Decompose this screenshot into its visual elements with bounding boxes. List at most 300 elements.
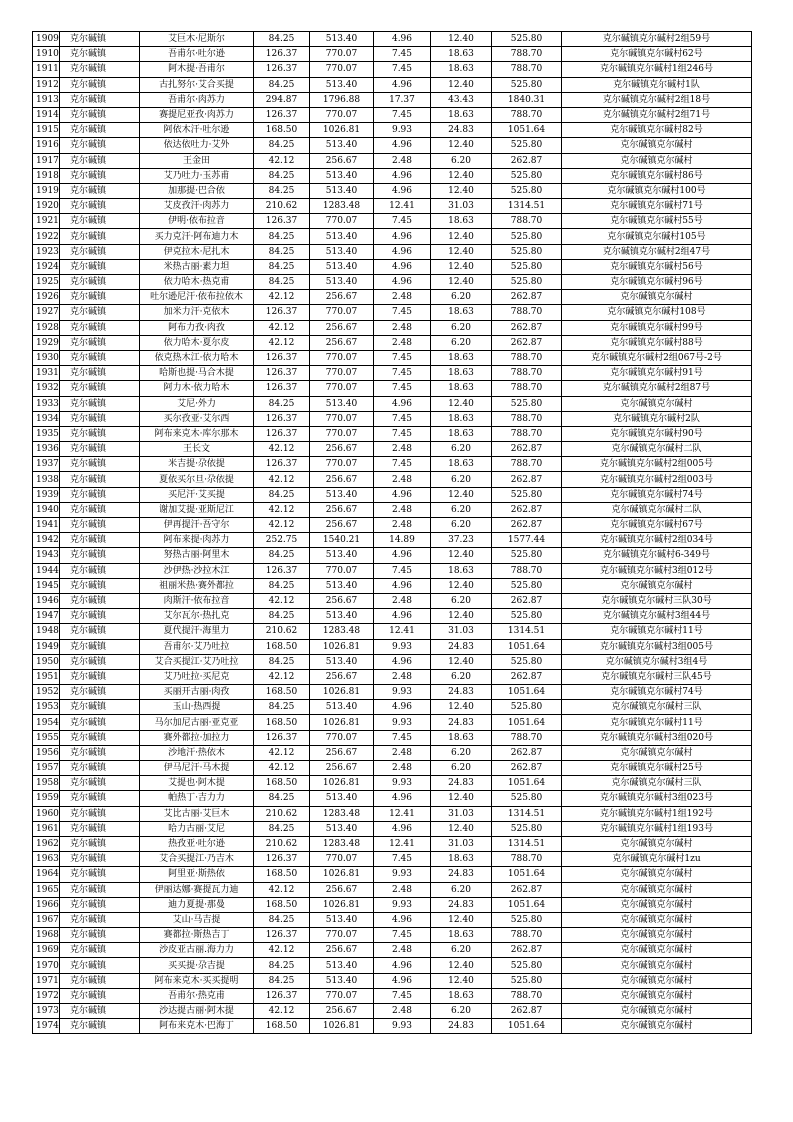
address-cell: 克尔碱镇克尔碱村1组192号 — [562, 806, 752, 821]
township-cell: 克尔碱镇 — [60, 138, 140, 153]
total-cell: 788.70 — [492, 457, 562, 472]
total-cell: 525.80 — [492, 183, 562, 198]
row-number: 1956 — [33, 745, 60, 760]
address-cell: 克尔碱镇克尔碱村 — [562, 290, 752, 305]
name-cell: 谢加艾提·亚斯尼江 — [140, 502, 254, 517]
table-row — [33, 366, 752, 381]
name-cell: 吾甫尔·艾乃吐拉 — [140, 639, 254, 654]
total-cell: 525.80 — [492, 138, 562, 153]
area-cell: 84.25 — [254, 487, 310, 502]
area-cell: 42.12 — [254, 335, 310, 350]
fee-a-cell: 9.93 — [374, 776, 431, 791]
fee-a-cell: 4.96 — [374, 958, 431, 973]
fee-b-cell: 12.40 — [431, 487, 492, 502]
address-cell: 克尔碱镇克尔碱村99号 — [562, 320, 752, 335]
table-row — [33, 153, 752, 168]
amount-cell: 513.40 — [310, 700, 374, 715]
fee-a-cell: 12.41 — [374, 836, 431, 851]
area-cell: 210.62 — [254, 199, 310, 214]
total-cell: 788.70 — [492, 350, 562, 365]
fee-b-cell: 6.20 — [431, 1004, 492, 1019]
amount-cell: 770.07 — [310, 411, 374, 426]
name-cell: 艾合买提江·乃吉木 — [140, 852, 254, 867]
area-cell: 42.12 — [254, 745, 310, 760]
row-number: 1967 — [33, 912, 60, 927]
amount-cell: 770.07 — [310, 350, 374, 365]
name-cell: 艾合买提江·艾乃吐拉 — [140, 654, 254, 669]
amount-cell: 513.40 — [310, 229, 374, 244]
row-number: 1936 — [33, 442, 60, 457]
address-cell: 克尔碱镇克尔碱村 — [562, 943, 752, 958]
address-cell: 克尔碱镇克尔碱村 — [562, 1019, 752, 1034]
row-number: 1968 — [33, 928, 60, 943]
township-cell: 克尔碱镇 — [60, 1019, 140, 1034]
name-cell: 买力克汗·阿布迪力木 — [140, 229, 254, 244]
fee-b-cell: 6.20 — [431, 593, 492, 608]
row-number: 1969 — [33, 943, 60, 958]
fee-a-cell: 4.96 — [374, 138, 431, 153]
table-row — [33, 715, 752, 730]
area-cell: 84.25 — [254, 958, 310, 973]
fee-a-cell: 2.48 — [374, 943, 431, 958]
area-cell: 84.25 — [254, 275, 310, 290]
table-row — [33, 244, 752, 259]
table-row — [33, 578, 752, 593]
fee-b-cell: 18.63 — [431, 457, 492, 472]
address-cell: 克尔碱镇克尔碱村96号 — [562, 275, 752, 290]
total-cell: 788.70 — [492, 411, 562, 426]
area-cell: 42.12 — [254, 518, 310, 533]
row-number: 1943 — [33, 548, 60, 563]
area-cell: 84.25 — [254, 609, 310, 624]
total-cell: 788.70 — [492, 47, 562, 62]
table-row — [33, 183, 752, 198]
name-cell: 吾甫尔·热克甫 — [140, 988, 254, 1003]
area-cell: 252.75 — [254, 533, 310, 548]
total-cell: 1051.64 — [492, 897, 562, 912]
amount-cell: 513.40 — [310, 973, 374, 988]
fee-b-cell: 24.83 — [431, 776, 492, 791]
township-cell: 克尔碱镇 — [60, 411, 140, 426]
table-row — [33, 745, 752, 760]
township-cell: 克尔碱镇 — [60, 305, 140, 320]
table-row — [33, 502, 752, 517]
table-row — [33, 442, 752, 457]
area-cell: 126.37 — [254, 988, 310, 1003]
township-cell: 克尔碱镇 — [60, 442, 140, 457]
fee-b-cell: 12.40 — [431, 578, 492, 593]
fee-b-cell: 6.20 — [431, 943, 492, 958]
name-cell: 艾提也·阿木提 — [140, 776, 254, 791]
amount-cell: 256.67 — [310, 943, 374, 958]
address-cell: 克尔碱镇克尔碱村90号 — [562, 426, 752, 441]
address-cell: 克尔碱镇克尔碱村 — [562, 153, 752, 168]
amount-cell: 256.67 — [310, 882, 374, 897]
table-row — [33, 958, 752, 973]
name-cell: 买丽开古丽·肉孜 — [140, 685, 254, 700]
total-cell: 525.80 — [492, 244, 562, 259]
row-number: 1966 — [33, 897, 60, 912]
fee-b-cell: 12.40 — [431, 973, 492, 988]
table-row — [33, 548, 752, 563]
row-number: 1972 — [33, 988, 60, 1003]
area-cell: 42.12 — [254, 669, 310, 684]
total-cell: 262.87 — [492, 593, 562, 608]
area-cell: 84.25 — [254, 791, 310, 806]
address-cell: 克尔碱镇克尔碱村三队 — [562, 700, 752, 715]
table-row — [33, 669, 752, 684]
row-number: 1921 — [33, 214, 60, 229]
name-cell: 阿里亚·斯热依 — [140, 867, 254, 882]
address-cell: 克尔碱镇克尔碱村82号 — [562, 123, 752, 138]
fee-a-cell: 2.48 — [374, 335, 431, 350]
fee-a-cell: 4.96 — [374, 700, 431, 715]
row-number: 1940 — [33, 502, 60, 517]
fee-b-cell: 6.20 — [431, 442, 492, 457]
row-number: 1958 — [33, 776, 60, 791]
address-cell: 克尔碱镇克尔碱村74号 — [562, 685, 752, 700]
name-cell: 艾比古丽·艾巨木 — [140, 806, 254, 821]
table-row — [33, 928, 752, 943]
address-cell: 克尔碱镇克尔碱村2组18号 — [562, 92, 752, 107]
fee-b-cell: 12.40 — [431, 958, 492, 973]
total-cell: 525.80 — [492, 396, 562, 411]
fee-b-cell: 6.20 — [431, 518, 492, 533]
fee-a-cell: 7.45 — [374, 563, 431, 578]
row-number: 1931 — [33, 366, 60, 381]
row-number: 1927 — [33, 305, 60, 320]
amount-cell: 770.07 — [310, 457, 374, 472]
address-cell: 克尔碱镇克尔碱村 — [562, 836, 752, 851]
table-row — [33, 1004, 752, 1019]
fee-b-cell: 12.40 — [431, 821, 492, 836]
area-cell: 210.62 — [254, 806, 310, 821]
name-cell: 沙地汗·热依木 — [140, 745, 254, 760]
township-cell: 克尔碱镇 — [60, 426, 140, 441]
data-table — [32, 31, 752, 1034]
fee-a-cell: 14.89 — [374, 533, 431, 548]
address-cell: 克尔碱镇克尔碱村3组005号 — [562, 639, 752, 654]
township-cell: 克尔碱镇 — [60, 275, 140, 290]
fee-a-cell: 9.93 — [374, 897, 431, 912]
row-number: 1957 — [33, 761, 60, 776]
township-cell: 克尔碱镇 — [60, 457, 140, 472]
name-cell: 依达依吐力·艾外 — [140, 138, 254, 153]
amount-cell: 1026.81 — [310, 639, 374, 654]
address-cell: 克尔碱镇克尔碱村1组246号 — [562, 62, 752, 77]
table-row — [33, 62, 752, 77]
address-cell: 克尔碱镇克尔碱村6-349号 — [562, 548, 752, 563]
amount-cell: 256.67 — [310, 745, 374, 760]
total-cell: 788.70 — [492, 366, 562, 381]
total-cell: 1051.64 — [492, 1019, 562, 1034]
area-cell: 42.12 — [254, 442, 310, 457]
fee-a-cell: 4.96 — [374, 912, 431, 927]
name-cell: 吾甫尔·吐尔逊 — [140, 47, 254, 62]
name-cell: 吐尔逊尼汗·依布拉依木 — [140, 290, 254, 305]
row-number: 1920 — [33, 199, 60, 214]
name-cell: 阿布来克木·买买提明 — [140, 973, 254, 988]
fee-b-cell: 18.63 — [431, 426, 492, 441]
township-cell: 克尔碱镇 — [60, 988, 140, 1003]
total-cell: 525.80 — [492, 958, 562, 973]
table-row — [33, 654, 752, 669]
total-cell: 262.87 — [492, 943, 562, 958]
table-row — [33, 821, 752, 836]
address-cell: 克尔碱镇克尔碱村62号 — [562, 47, 752, 62]
row-number: 1949 — [33, 639, 60, 654]
area-cell: 42.12 — [254, 761, 310, 776]
township-cell: 克尔碱镇 — [60, 654, 140, 669]
name-cell: 沙皮亚古丽.海力力 — [140, 943, 254, 958]
name-cell: 玉山·热西提 — [140, 700, 254, 715]
row-number: 1970 — [33, 958, 60, 973]
fee-a-cell: 7.45 — [374, 366, 431, 381]
amount-cell: 770.07 — [310, 988, 374, 1003]
area-cell: 84.25 — [254, 183, 310, 198]
total-cell: 262.87 — [492, 745, 562, 760]
total-cell: 262.87 — [492, 320, 562, 335]
fee-b-cell: 6.20 — [431, 882, 492, 897]
total-cell: 1051.64 — [492, 123, 562, 138]
table-row — [33, 700, 752, 715]
total-cell: 262.87 — [492, 669, 562, 684]
township-cell: 克尔碱镇 — [60, 47, 140, 62]
total-cell: 262.87 — [492, 472, 562, 487]
total-cell: 525.80 — [492, 32, 562, 47]
fee-b-cell: 31.03 — [431, 199, 492, 214]
amount-cell: 513.40 — [310, 654, 374, 669]
fee-a-cell: 7.45 — [374, 928, 431, 943]
table-body — [33, 32, 752, 1034]
row-number: 1961 — [33, 821, 60, 836]
fee-a-cell: 7.45 — [374, 107, 431, 122]
table-row — [33, 396, 752, 411]
township-cell: 克尔碱镇 — [60, 624, 140, 639]
address-cell: 克尔碱镇克尔碱村二队 — [562, 442, 752, 457]
area-cell: 126.37 — [254, 47, 310, 62]
table-row — [33, 776, 752, 791]
amount-cell: 1540.21 — [310, 533, 374, 548]
amount-cell: 256.67 — [310, 502, 374, 517]
amount-cell: 256.67 — [310, 335, 374, 350]
area-cell: 210.62 — [254, 836, 310, 851]
row-number: 1919 — [33, 183, 60, 198]
address-cell: 克尔碱镇克尔碱村71号 — [562, 199, 752, 214]
fee-b-cell: 12.40 — [431, 654, 492, 669]
fee-a-cell: 4.96 — [374, 654, 431, 669]
table-row — [33, 852, 752, 867]
fee-a-cell: 2.48 — [374, 593, 431, 608]
township-cell: 克尔碱镇 — [60, 791, 140, 806]
table-row — [33, 609, 752, 624]
amount-cell: 513.40 — [310, 259, 374, 274]
name-cell: 伊丽达娜·赛提瓦力迪 — [140, 882, 254, 897]
address-cell: 克尔碱镇克尔碱村74号 — [562, 487, 752, 502]
total-cell: 525.80 — [492, 229, 562, 244]
name-cell: 艾尔瓦尔·热扎克 — [140, 609, 254, 624]
fee-a-cell: 4.96 — [374, 548, 431, 563]
address-cell: 克尔碱镇克尔碱村 — [562, 928, 752, 943]
row-number: 1939 — [33, 487, 60, 502]
amount-cell: 513.40 — [310, 958, 374, 973]
township-cell: 克尔碱镇 — [60, 897, 140, 912]
area-cell: 168.50 — [254, 867, 310, 882]
total-cell: 525.80 — [492, 973, 562, 988]
address-cell: 克尔碱镇克尔碱村2组71号 — [562, 107, 752, 122]
fee-b-cell: 12.40 — [431, 609, 492, 624]
address-cell: 克尔碱镇克尔碱村2组034号 — [562, 533, 752, 548]
address-cell: 克尔碱镇克尔碱村88号 — [562, 335, 752, 350]
fee-b-cell: 6.20 — [431, 745, 492, 760]
area-cell: 84.25 — [254, 138, 310, 153]
area-cell: 126.37 — [254, 381, 310, 396]
address-cell: 克尔碱镇克尔碱村 — [562, 988, 752, 1003]
fee-a-cell: 2.48 — [374, 502, 431, 517]
fee-b-cell: 31.03 — [431, 624, 492, 639]
fee-a-cell: 4.96 — [374, 487, 431, 502]
fee-a-cell: 7.45 — [374, 350, 431, 365]
area-cell: 126.37 — [254, 928, 310, 943]
total-cell: 788.70 — [492, 730, 562, 745]
name-cell: 王长文 — [140, 442, 254, 457]
row-number: 1938 — [33, 472, 60, 487]
amount-cell: 1026.81 — [310, 776, 374, 791]
area-cell: 84.25 — [254, 32, 310, 47]
table-row — [33, 1019, 752, 1034]
township-cell: 克尔碱镇 — [60, 928, 140, 943]
township-cell: 克尔碱镇 — [60, 745, 140, 760]
fee-a-cell: 12.41 — [374, 624, 431, 639]
fee-b-cell: 24.83 — [431, 897, 492, 912]
township-cell: 克尔碱镇 — [60, 244, 140, 259]
area-cell: 168.50 — [254, 685, 310, 700]
name-cell: 买买提·尕吉提 — [140, 958, 254, 973]
table-row — [33, 335, 752, 350]
row-number: 1925 — [33, 275, 60, 290]
address-cell: 克尔碱镇克尔碱村91号 — [562, 366, 752, 381]
table-row — [33, 518, 752, 533]
address-cell: 克尔碱镇克尔碱村三队45号 — [562, 669, 752, 684]
fee-a-cell: 2.48 — [374, 1004, 431, 1019]
name-cell: 阿依木汗·吐尔逊 — [140, 123, 254, 138]
address-cell: 克尔碱镇克尔碱村 — [562, 912, 752, 927]
address-cell: 克尔碱镇克尔碱村55号 — [562, 214, 752, 229]
address-cell: 克尔碱镇克尔碱村1组193号 — [562, 821, 752, 836]
fee-a-cell: 4.96 — [374, 275, 431, 290]
total-cell: 525.80 — [492, 609, 562, 624]
amount-cell: 513.40 — [310, 138, 374, 153]
area-cell: 84.25 — [254, 229, 310, 244]
township-cell: 克尔碱镇 — [60, 578, 140, 593]
total-cell: 1314.51 — [492, 806, 562, 821]
area-cell: 168.50 — [254, 639, 310, 654]
township-cell: 克尔碱镇 — [60, 715, 140, 730]
name-cell: 夏代提汗·海里力 — [140, 624, 254, 639]
total-cell: 262.87 — [492, 153, 562, 168]
fee-b-cell: 12.40 — [431, 244, 492, 259]
address-cell: 克尔碱镇克尔碱村三队 — [562, 776, 752, 791]
total-cell: 1314.51 — [492, 624, 562, 639]
name-cell: 夏依买尔旦·尕依提 — [140, 472, 254, 487]
fee-a-cell: 4.96 — [374, 183, 431, 198]
total-cell: 788.70 — [492, 107, 562, 122]
fee-b-cell: 31.03 — [431, 836, 492, 851]
township-cell: 克尔碱镇 — [60, 502, 140, 517]
amount-cell: 1796.88 — [310, 92, 374, 107]
row-number: 1917 — [33, 153, 60, 168]
area-cell: 168.50 — [254, 776, 310, 791]
address-cell: 克尔碱镇克尔碱村1zu — [562, 852, 752, 867]
fee-a-cell: 7.45 — [374, 47, 431, 62]
name-cell: 加那提·巴合依 — [140, 183, 254, 198]
name-cell: 古扎努尔·艾合买提 — [140, 77, 254, 92]
table-row — [33, 411, 752, 426]
row-number: 1915 — [33, 123, 60, 138]
fee-a-cell: 4.96 — [374, 77, 431, 92]
table-row — [33, 259, 752, 274]
row-number: 1928 — [33, 320, 60, 335]
address-cell: 克尔碱镇克尔碱村105号 — [562, 229, 752, 244]
township-cell: 克尔碱镇 — [60, 381, 140, 396]
fee-b-cell: 12.40 — [431, 396, 492, 411]
row-number: 1951 — [33, 669, 60, 684]
fee-b-cell: 18.63 — [431, 366, 492, 381]
total-cell: 525.80 — [492, 578, 562, 593]
township-cell: 克尔碱镇 — [60, 472, 140, 487]
fee-b-cell: 6.20 — [431, 153, 492, 168]
address-cell: 克尔碱镇克尔碱村 — [562, 745, 752, 760]
amount-cell: 770.07 — [310, 730, 374, 745]
address-cell: 克尔碱镇克尔碱村2组067号-2号 — [562, 350, 752, 365]
amount-cell: 770.07 — [310, 381, 374, 396]
fee-b-cell: 31.03 — [431, 806, 492, 821]
fee-a-cell: 2.48 — [374, 745, 431, 760]
fee-b-cell: 12.40 — [431, 183, 492, 198]
name-cell: 加米力汗·克依木 — [140, 305, 254, 320]
table-row — [33, 123, 752, 138]
area-cell: 84.25 — [254, 244, 310, 259]
area-cell: 84.25 — [254, 578, 310, 593]
township-cell: 克尔碱镇 — [60, 776, 140, 791]
area-cell: 42.12 — [254, 882, 310, 897]
fee-b-cell: 18.63 — [431, 730, 492, 745]
row-number: 1960 — [33, 806, 60, 821]
fee-a-cell: 2.48 — [374, 518, 431, 533]
name-cell: 买尼汗·艾买提 — [140, 487, 254, 502]
name-cell: 伊克拉木·尼扎木 — [140, 244, 254, 259]
fee-a-cell: 2.48 — [374, 153, 431, 168]
total-cell: 1051.64 — [492, 776, 562, 791]
table-row — [33, 92, 752, 107]
name-cell: 艾乃吐力·玉苏甫 — [140, 168, 254, 183]
name-cell: 艾巨木·尼斯尔 — [140, 32, 254, 47]
township-cell: 克尔碱镇 — [60, 62, 140, 77]
fee-b-cell: 6.20 — [431, 290, 492, 305]
total-cell: 1840.31 — [492, 92, 562, 107]
address-cell: 克尔碱镇克尔碱村100号 — [562, 183, 752, 198]
area-cell: 42.12 — [254, 1004, 310, 1019]
total-cell: 525.80 — [492, 259, 562, 274]
fee-b-cell: 12.40 — [431, 32, 492, 47]
amount-cell: 1026.81 — [310, 897, 374, 912]
row-number: 1937 — [33, 457, 60, 472]
table-row — [33, 107, 752, 122]
township-cell: 克尔碱镇 — [60, 1004, 140, 1019]
amount-cell: 1283.48 — [310, 624, 374, 639]
amount-cell: 770.07 — [310, 563, 374, 578]
amount-cell: 513.40 — [310, 791, 374, 806]
